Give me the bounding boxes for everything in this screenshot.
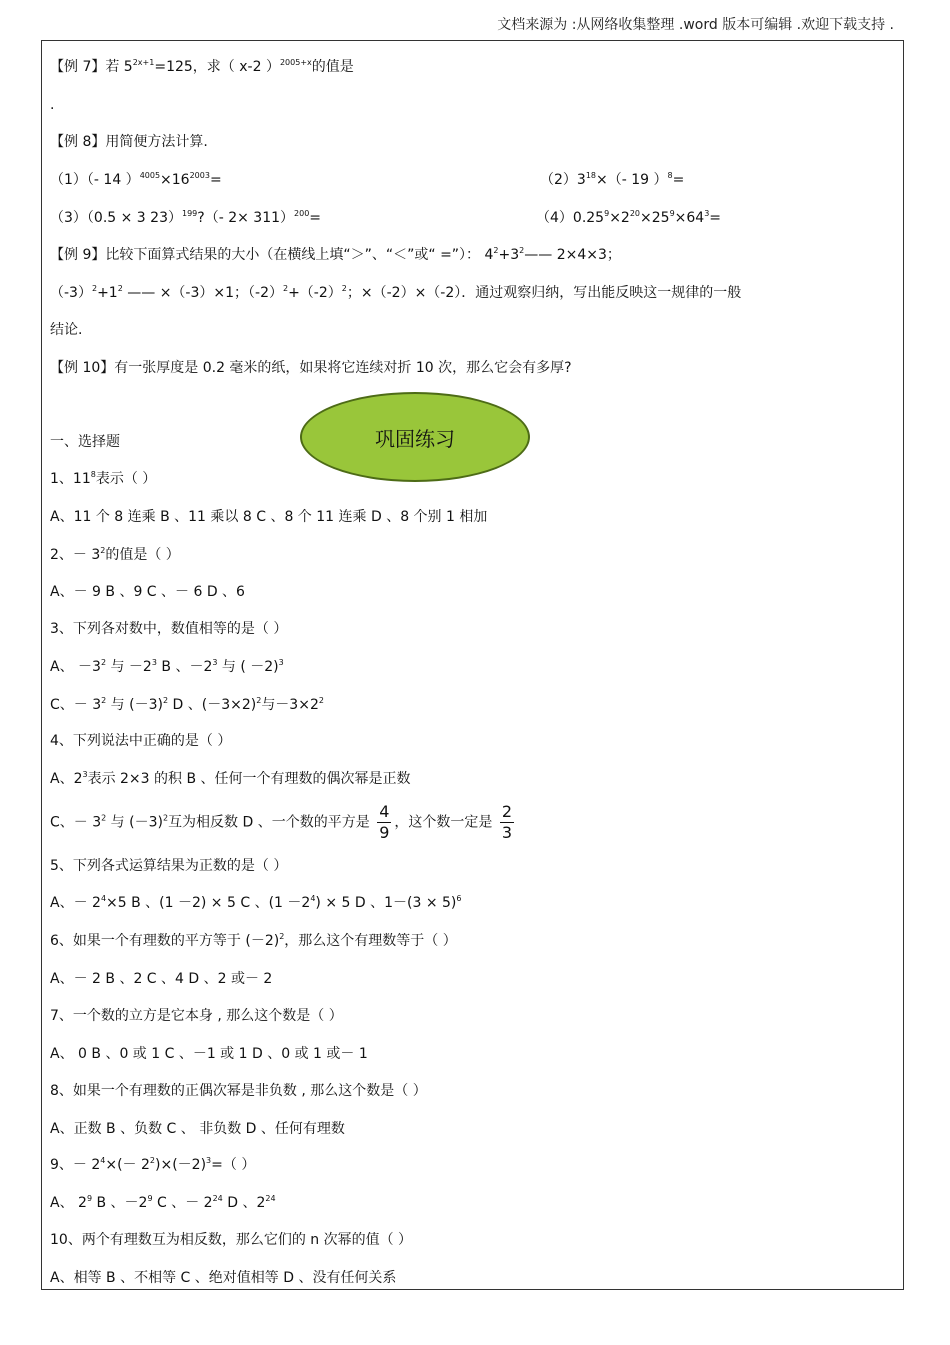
question-4-options-cd: C、－ $3^2$ 与 $(-3)^2$互为相反数 D 、一个数的平方是 $\frac{4}{9}$ ，这个数一定是 $\frac{2}{3}$ xyxy=(50,802,513,842)
question-7: 7、一个数的立方是它本身 , 那么这个数是（ ） xyxy=(50,1008,343,1024)
example-7-dot: . xyxy=(50,97,55,113)
example-10: 【例 10】有一张厚度是 0.2 毫米的纸，如果将它连续对折 10 次，那么它会有多厚? xyxy=(50,360,572,376)
section-title-oval xyxy=(300,392,530,482)
example-8-title: 【例 8】用简便方法计算. xyxy=(50,134,208,150)
example-9-line2: $(-3)^2+1^2$ —— ×（-3）×1；$(-2)^2+(-2)^2$；×（-2）×（-2）．通过观察归纳，写出能反映这一规律的一般 xyxy=(50,284,742,301)
question-1-options: A、11 个 8 连乘 B 、11 乘以 8 C 、8 个 11 连乘 D 、8 个别 1 相加 xyxy=(50,509,488,525)
question-1: 1、$11^8$表示（ ） xyxy=(50,470,157,487)
question-6-options: A、－ 2 B 、2 C 、4 D 、2 或－ 2 xyxy=(50,971,273,987)
question-8-options: A、正数 B 、负数 C 、 非负数 D 、任何有理数 xyxy=(50,1121,345,1137)
example-7: 【例 7】若 $5^{2x+1}=125$，求（ x-2 ）$^{2005+x}$的值是 xyxy=(50,58,354,75)
question-3-options-cd: C、－ $3^2$ 与 $(-3)^2$ D 、$(-3\times 2)^2$与$-3\times 2^2$ xyxy=(50,696,324,713)
example-8-2: $(2)3^{18}\times(-$ 19 ）$^8$= xyxy=(540,171,685,188)
question-2: 2、－ $3^2$的值是（ ） xyxy=(50,546,180,563)
fraction-four-ninths: $\frac{4}{9}$ xyxy=(379,802,390,842)
exercise-heading: 一、选择题 xyxy=(50,434,120,450)
question-5-options: A、－ $2^4\times 5$ B 、(1 －2) × 5 C 、$(1 -2^4) \times 5$ D 、$1-(3 \times 5)^6$ xyxy=(50,894,462,911)
section-title: 巩固练习 xyxy=(375,426,455,451)
question-10: 10、两个有理数互为相反数，那么它们的 n 次幂的值（ ） xyxy=(50,1232,413,1248)
question-6: 6、如果一个有理数的平方等于 $(-2)^2$，那么这个有理数等于（ ） xyxy=(50,932,457,949)
question-4: 4、下列说法中正确的是（ ） xyxy=(50,733,232,749)
example-9-line3: 结论. xyxy=(50,322,83,338)
question-9: 9、－ $2^4\times(- 2^2)\times(-2)^3=$（ ） xyxy=(50,1156,256,1173)
example-8-4: $(4)0.25^9\times 2^{20}\times 25^9\times 64^3=$ xyxy=(536,209,722,226)
header-note: 文档来源为 :从网络收集整理 .word 版本可编辑 .欢迎下载支持 . xyxy=(497,17,894,33)
question-4-options-ab: A、$2^3$表示 2×3 的积 B 、任何一个有理数的偶次幂是正数 xyxy=(50,770,411,787)
question-8: 8、如果一个有理数的正偶次幂是非负数 , 那么这个数是（ ） xyxy=(50,1083,427,1099)
question-3: 3、下列各对数中，数值相等的是（ ） xyxy=(50,621,288,637)
example-9: 【例 9】比较下面算式结果的大小（在横线上填“＞”、“＜”或“ =”）： $4^2+3^2——$ 2×4×3； xyxy=(50,246,621,263)
question-9-options: A、 $2^9$ B 、$-2^9$ C 、－ $2^{24}$ D 、$2^{24}$ xyxy=(50,1194,276,1211)
question-2-options: A、－ 9 B 、9 C 、－ 6 D 、6 xyxy=(50,584,245,600)
question-7-options: A、 0 B 、0 或 1 C 、－1 或 1 D 、0 或 1 或－ 1 xyxy=(50,1046,368,1062)
example-8-1: （1）（- 14 ）$^{4005}\times 16^{2003}=$ xyxy=(50,171,222,188)
fraction-two-thirds: $\frac{2}{3}$ xyxy=(501,802,513,842)
question-3-options-ab: A、 $-3^2$ 与 $-2^3$ B 、$-2^3$ 与 ( －2)$^3$ xyxy=(50,658,284,675)
example-8-3: （3）（0.5 × 3 23）$^{199}$?（- 2× 311）$^{200}$= xyxy=(50,209,322,226)
question-10-options: A、相等 B 、不相等 C 、绝对值相等 D 、没有任何关系 xyxy=(50,1270,397,1286)
question-5: 5、下列各式运算结果为正数的是（ ） xyxy=(50,858,288,874)
